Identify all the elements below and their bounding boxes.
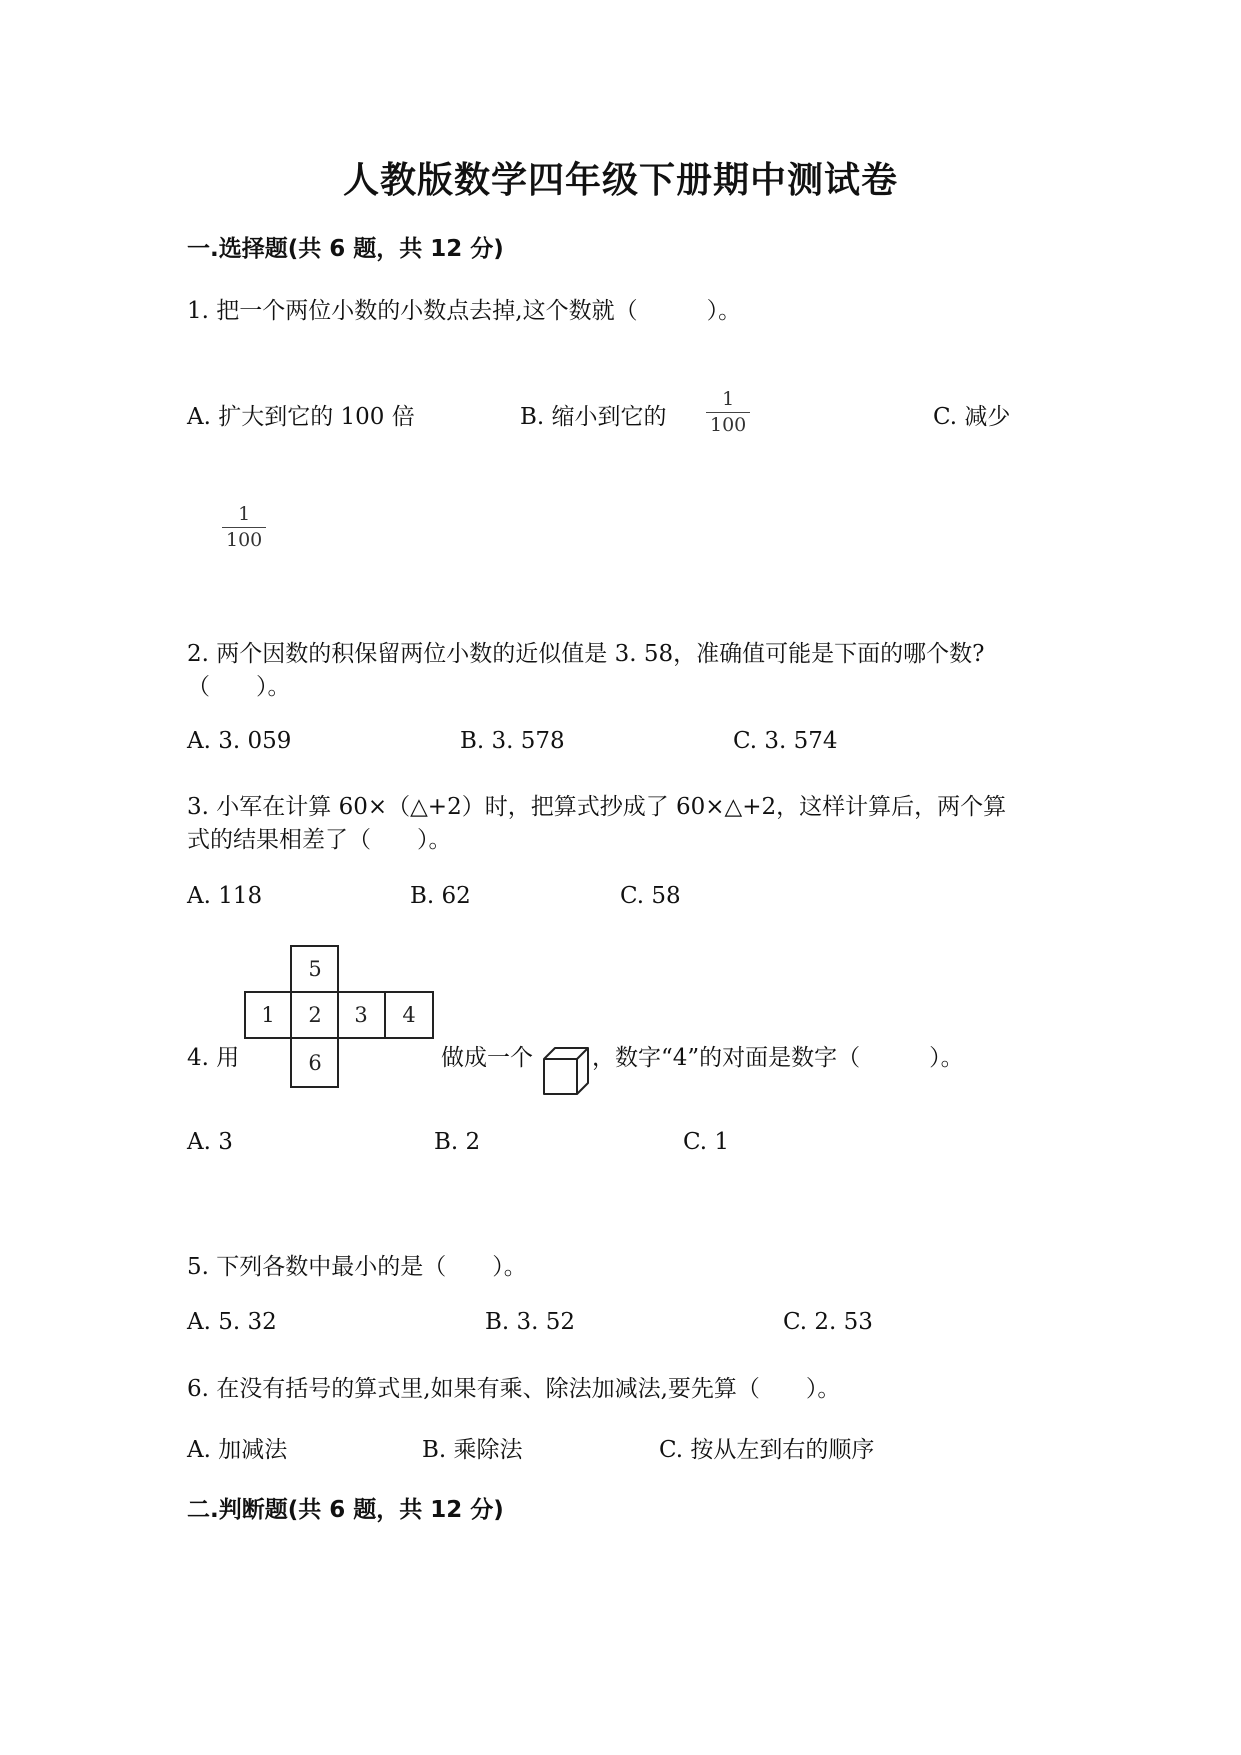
question-2-text-line2: （ ）。 — [187, 674, 291, 700]
question-3-option-b: B. 62 — [410, 883, 471, 909]
question-6-option-a: A. 加减法 — [187, 1437, 288, 1463]
question-1-option-b: B. 缩小到它的 — [520, 404, 667, 430]
fraction-denominator: 100 — [710, 414, 747, 436]
question-3-text-line1: 3. 小军在计算 60×（△+2）时，把算式抄成了 60×△+2，这样计算后，两个算 — [187, 794, 1007, 820]
question-5-text: 5. 下列各数中最小的是（ ）。 — [187, 1254, 527, 1280]
fraction-numerator: 1 — [238, 503, 251, 525]
net-number-6: 6 — [308, 1051, 322, 1075]
question-4-option-b: B. 2 — [434, 1129, 481, 1155]
question-5-option-c: C. 2. 53 — [783, 1309, 873, 1335]
fraction-denominator: 100 — [226, 529, 263, 551]
question-1-option-b-fraction — [706, 390, 750, 435]
question-6-option-c: C. 按从左到右的顺序 — [659, 1437, 875, 1463]
question-3-option-a: A. 118 — [187, 883, 263, 909]
question-4-option-a: A. 3 — [187, 1129, 233, 1155]
question-5-option-b: B. 3. 52 — [485, 1309, 576, 1335]
section-heading-judgement: 二.判断题(共 6 题，共 12 分) — [187, 1497, 504, 1523]
question-4-text-suffix: ，数字“4”的对面是数字（ ）。 — [592, 1045, 964, 1071]
question-2-option-b: B. 3. 578 — [460, 728, 565, 754]
fraction-numerator: 1 — [722, 388, 735, 410]
question-4-option-c: C. 1 — [683, 1129, 730, 1155]
question-5-option-a: A. 5. 32 — [187, 1309, 277, 1335]
net-number-3: 3 — [354, 1003, 368, 1027]
cube-net-diagram — [243, 945, 436, 1090]
question-3-option-c: C. 58 — [620, 883, 681, 909]
cube-icon — [541, 1045, 591, 1097]
net-number-1: 1 — [261, 1003, 275, 1027]
question-1-option-a: A. 扩大到它的 100 倍 — [187, 404, 415, 430]
question-1-option-c: C. 减少 — [933, 404, 1011, 430]
net-number-5: 5 — [308, 957, 322, 981]
question-2-option-c: C. 3. 574 — [733, 728, 838, 754]
question-2-option-a: A. 3. 059 — [187, 728, 292, 754]
question-3-text-line2: 式的结果相差了（ ）。 — [187, 827, 452, 853]
question-6-option-b: B. 乘除法 — [422, 1437, 523, 1463]
question-4-text-middle: 做成一个 — [441, 1045, 533, 1071]
net-number-2: 2 — [308, 1003, 322, 1027]
question-6-text: 6. 在没有括号的算式里,如果有乘、除法加减法,要先算（ ）。 — [187, 1376, 841, 1402]
question-4-text-prefix: 4. 用 — [187, 1045, 240, 1071]
question-2-text-line1: 2. 两个因数的积保留两位小数的近似值是 3. 58，准确值可能是下面的哪个数? — [187, 641, 985, 667]
question-1-text: 1. 把一个两位小数的小数点去掉,这个数就（ ）。 — [187, 298, 742, 324]
section-heading-choice: 一.选择题(共 6 题，共 12 分) — [187, 236, 504, 262]
question-1-option-c-fraction — [222, 505, 266, 550]
net-number-4: 4 — [402, 1003, 416, 1027]
page-title: 人教版数学四年级下册期中测试卷 — [342, 160, 898, 201]
